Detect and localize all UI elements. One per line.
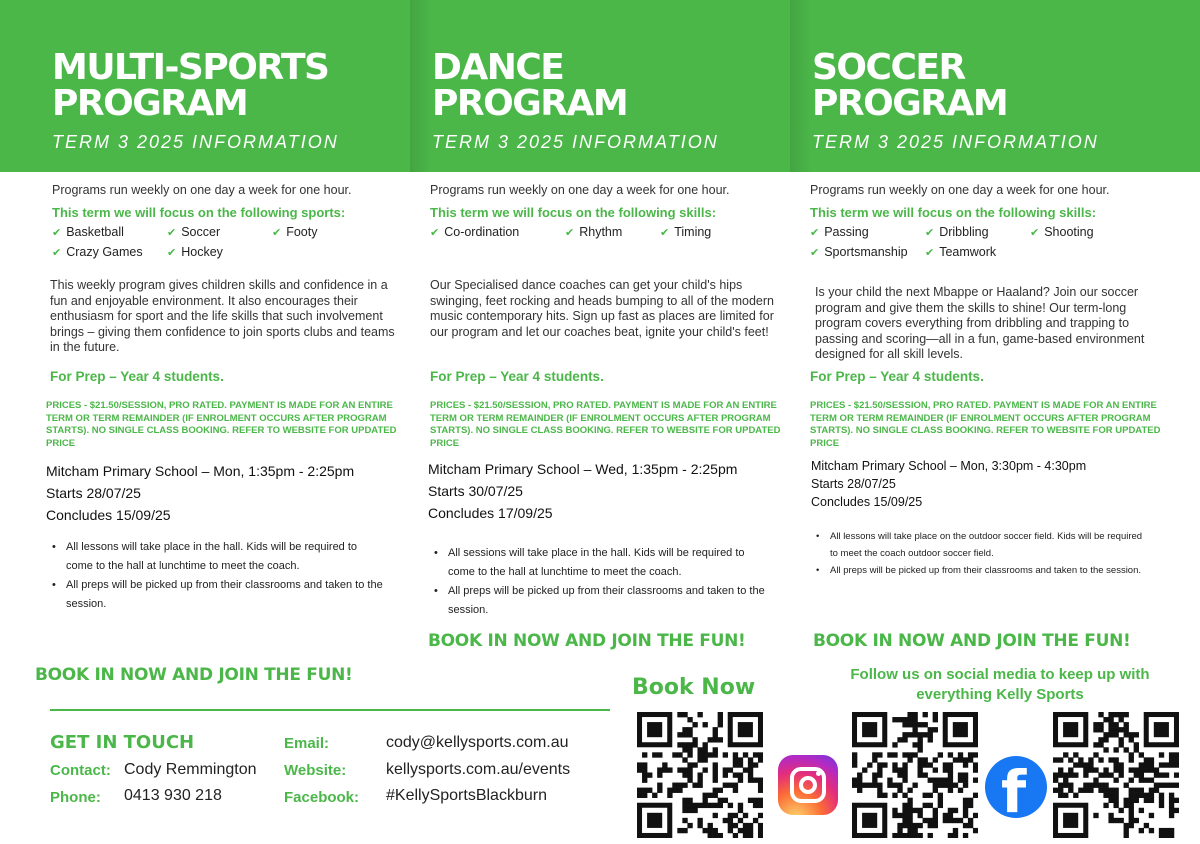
- schedule: [428, 458, 737, 524]
- start-date: Starts 28/07/25: [811, 477, 896, 491]
- list-item: • All preps will be picked up from their classrooms and taken to the session.: [46, 576, 386, 614]
- list-item: ✔ Sportsmanship: [810, 245, 908, 259]
- list-item: • All sessions will take place in the hall. Kids will be required to come to the hall at lunchtime to meet the coach.: [428, 544, 768, 582]
- list-item: ✔ Soccer: [167, 225, 221, 239]
- list-item: ✔ Timing: [660, 225, 712, 239]
- skills-list: [430, 225, 785, 239]
- instagram-qr-code-icon[interactable]: [852, 712, 978, 838]
- check-icon: ✔: [1030, 226, 1040, 239]
- facebook-handle[interactable]: #KellySportsBlackburn: [386, 787, 547, 804]
- website-link[interactable]: kellysports.com.au/events: [386, 761, 571, 778]
- school-session: Mitcham Primary School – Wed, 1:35pm - 2:25pm: [428, 461, 738, 477]
- intro-text: Programs run weekly on one day a week for one hour.: [52, 183, 352, 197]
- soccer-info: [810, 183, 1165, 259]
- term-subtitle: TERM 3 2025 INFORMATION: [812, 132, 1099, 152]
- list-item: • All lessons will take place on the outdoor soccer field. Kids will be required to meet the coach outdoor soccer field.: [810, 528, 1150, 562]
- intro-text: Programs run weekly on one day a week for one hour.: [430, 183, 730, 197]
- list-item: ✔ Co-ordination: [430, 225, 520, 239]
- eligibility-text: For Prep – Year 4 students.: [50, 369, 224, 384]
- end-date: Concludes 17/09/25: [428, 505, 553, 521]
- school-session: Mitcham Primary School – Mon, 3:30pm - 4:30pm: [811, 459, 1087, 473]
- pricing-text: PRICES - $21.50/SESSION, PRO RATED. PAYMENT IS MADE FOR AN ENTIRE TERM OR TERM REMAINDER (IF ENROLMENT OCCURS AFTER PROGRAM STARTS). NO SINGLE CLASS BOOKING. REFER TO WEBSITE FOR UPDATED PRICE: [430, 400, 781, 449]
- list-item: ✔ Teamwork: [925, 245, 997, 259]
- dance-header: [432, 47, 719, 153]
- facebook-icon[interactable]: [985, 756, 1047, 818]
- book-now-heading: Book Now: [632, 675, 756, 700]
- contact-name: Cody Remmington: [124, 761, 257, 778]
- program-title: PROGRAM: [432, 83, 628, 124]
- check-icon: ✔: [272, 226, 282, 239]
- header-divider-shade: [790, 0, 812, 172]
- check-icon: ✔: [925, 226, 935, 239]
- program-description: This weekly program gives children skills and confidence in a fun and enjoyable environment. It also encourages their enthusiasm for sport and the life skills that such involvement brings – giving them confidence to join sports clubs and teams in the future.: [50, 278, 395, 354]
- term-subtitle: TERM 3 2025 INFORMATION: [52, 132, 339, 152]
- check-icon: ✔: [52, 226, 62, 239]
- school-session: Mitcham Primary School – Mon, 1:35pm - 2:25pm: [46, 463, 355, 479]
- email-label: Email:: [284, 735, 330, 752]
- website-label: Website:: [284, 762, 347, 779]
- dance-info: [430, 183, 785, 239]
- phone-label: Phone:: [50, 789, 101, 806]
- check-icon: ✔: [565, 226, 575, 239]
- notes-list: [810, 528, 1150, 579]
- schedule: [46, 460, 354, 526]
- start-date: Starts 30/07/25: [428, 483, 523, 499]
- list-item: ✔ Hockey: [167, 245, 223, 259]
- contact-label: Contact:: [50, 762, 111, 779]
- focus-heading: This term we will focus on the following skills:: [810, 205, 1097, 220]
- end-date: Concludes 15/09/25: [46, 507, 171, 523]
- qr-code-icon: [852, 712, 978, 838]
- focus-heading: This term we will focus on the following skills:: [430, 205, 717, 220]
- facebook-qr-code-icon[interactable]: [1053, 712, 1179, 838]
- end-date: Concludes 15/09/25: [811, 495, 923, 509]
- check-icon: ✔: [167, 246, 177, 259]
- eligibility-text: For Prep – Year 4 students.: [810, 369, 984, 384]
- program-title: PROGRAM: [812, 83, 1008, 124]
- term-subtitle: TERM 3 2025 INFORMATION: [432, 132, 719, 152]
- list-item: • All preps will be picked up from their classrooms and taken to the session.: [428, 582, 768, 620]
- book-now-banner: BOOK IN NOW AND JOIN THE FUN!: [813, 631, 1131, 651]
- list-item: ✔ Dribbling: [925, 225, 989, 239]
- facebook-label: Facebook:: [284, 789, 360, 806]
- follow-us-text: Follow us on social media to keep up with everything Kelly Sports: [850, 666, 1150, 703]
- qr-code-icon: [637, 712, 763, 838]
- instagram-icon-dot: [816, 771, 821, 776]
- program-title: DANCE: [432, 47, 564, 88]
- instagram-icon[interactable]: [778, 755, 838, 815]
- eligibility-text: For Prep – Year 4 students.: [430, 369, 604, 384]
- focus-heading: This term we will focus on the following sports:: [52, 205, 346, 220]
- check-icon: ✔: [167, 226, 177, 239]
- check-icon: ✔: [660, 226, 670, 239]
- check-icon: ✔: [810, 246, 820, 259]
- list-item: ✔ Rhythm: [565, 225, 623, 239]
- program-description: Our Specialised dance coaches can get your child's hips swinging, feet rocking and heads bumping to all of the modern music contemporary hits. Sign up fast as places are limited for our program and let our coaches beat, ignite your child's feet!: [430, 278, 774, 339]
- booking-qr-code-icon[interactable]: [637, 712, 763, 838]
- check-icon: ✔: [430, 226, 440, 239]
- book-now-banner: BOOK IN NOW AND JOIN THE FUN!: [35, 665, 353, 685]
- instagram-icon-lens: [799, 776, 817, 794]
- multisports-info: [52, 183, 407, 259]
- phone-number[interactable]: 0413 930 218: [124, 787, 222, 804]
- program-title: SOCCER: [812, 47, 965, 88]
- book-now-banner: BOOK IN NOW AND JOIN THE FUN!: [428, 631, 746, 651]
- list-item: ✔ Basketball: [52, 225, 124, 239]
- list-item: • All lessons will take place in the hall. Kids will be required to come to the hall at lunchtime to meet the coach.: [46, 538, 386, 576]
- list-item: ✔ Shooting: [1030, 225, 1094, 239]
- start-date: Starts 28/07/25: [46, 485, 141, 501]
- pricing-text: PRICES - $21.50/SESSION, PRO RATED. PAYMENT IS MADE FOR AN ENTIRE TERM OR TERM REMAINDER (IF ENROLMENT OCCURS AFTER PROGRAM STARTS). NO SINGLE CLASS BOOKING. REFER TO WEBSITE FOR UPDATED PRICE: [810, 400, 1161, 449]
- email-link[interactable]: cody@kellysports.com.au: [386, 734, 569, 751]
- facebook-icon-letter: f: [1001, 758, 1027, 818]
- check-icon: ✔: [52, 246, 62, 259]
- skills-list: [810, 225, 1165, 259]
- list-item: ✔ Footy: [272, 225, 318, 239]
- program-title: MULTI-SPORTS: [52, 47, 329, 88]
- check-icon: ✔: [810, 226, 820, 239]
- list-item: ✔ Crazy Games: [52, 245, 143, 259]
- skills-list: [52, 225, 407, 259]
- soccer-header: [812, 47, 1099, 153]
- pricing-text: PRICES - $21.50/SESSION, PRO RATED. PAYMENT IS MADE FOR AN ENTIRE TERM OR TERM REMAINDER (IF ENROLMENT OCCURS AFTER PROGRAM STARTS). NO SINGLE CLASS BOOKING. REFER TO WEBSITE FOR UPDATED PRICE: [46, 400, 397, 449]
- divider: [50, 709, 610, 711]
- notes-list: [46, 538, 386, 614]
- program-description: Is your child the next Mbappe or Haaland? Join our soccer program and give them the skills to shine! Our term-long program covers everything from dribbling and trapping to passing and scoring—all in a fun, game-based environment designed for all skill levels.: [815, 285, 1145, 361]
- list-item: • All preps will be picked up from their classrooms and taken to the session.: [810, 562, 1150, 579]
- get-in-touch-heading: GET IN TOUCH: [50, 732, 195, 753]
- multisports-header: [52, 47, 339, 153]
- check-icon: ✔: [925, 246, 935, 259]
- intro-text: Programs run weekly on one day a week for one hour.: [810, 183, 1110, 197]
- list-item: ✔ Passing: [810, 225, 869, 239]
- header-divider-shade: [410, 0, 432, 172]
- qr-code-icon: [1053, 712, 1179, 838]
- notes-list: [428, 544, 768, 620]
- program-title: PROGRAM: [52, 83, 248, 124]
- schedule: [811, 457, 1086, 511]
